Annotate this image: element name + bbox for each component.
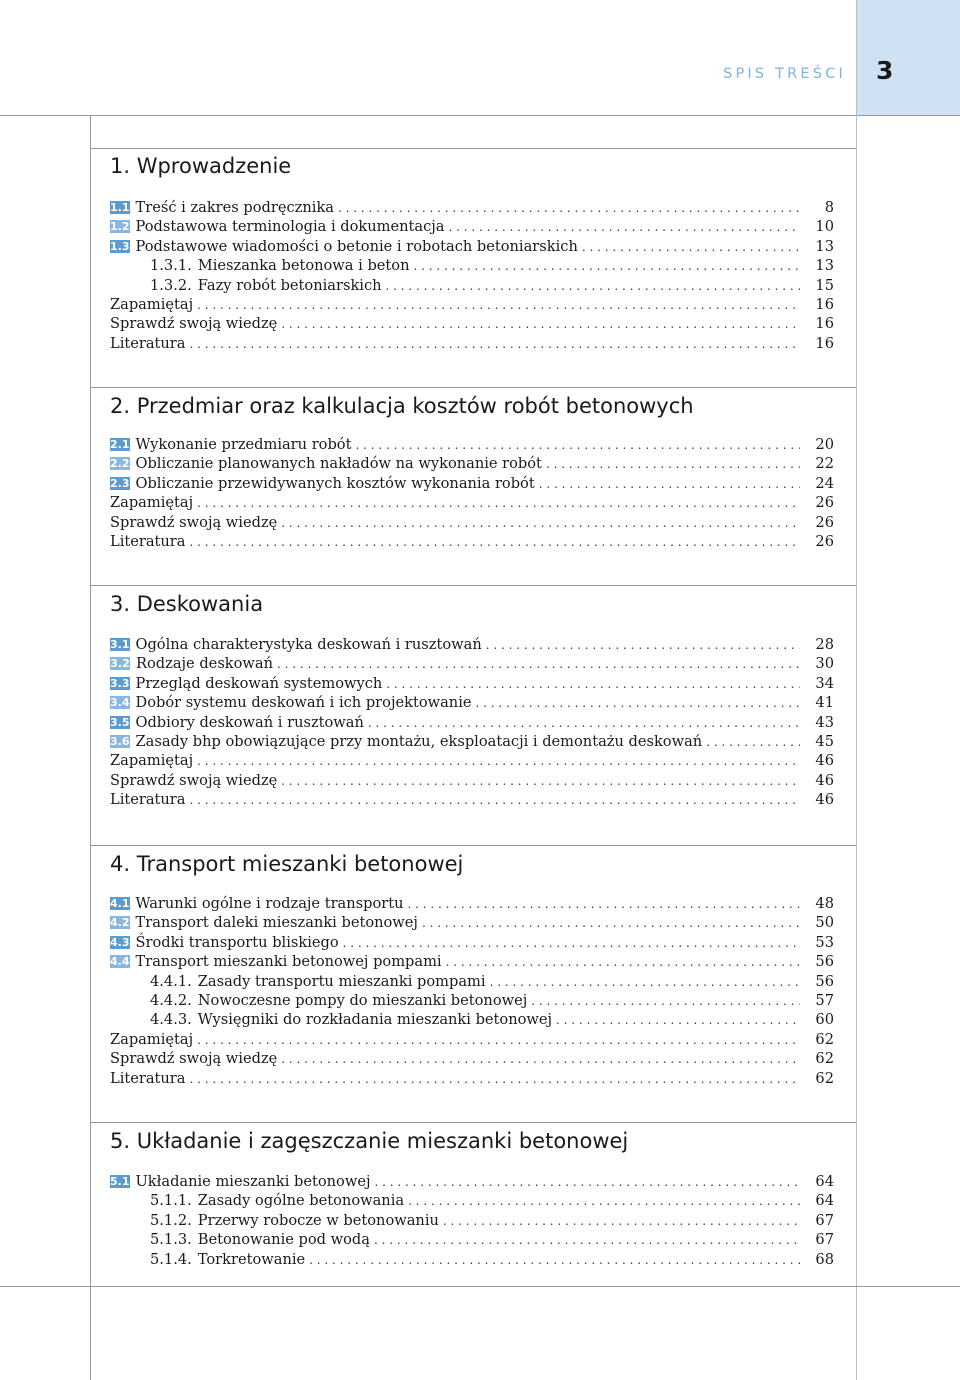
- entry-title: Zasady ogólne betonowania: [197, 1192, 405, 1209]
- dot-leader: [706, 733, 800, 752]
- entry-title: Torkretowanie: [197, 1251, 306, 1268]
- chapter-badge: 4.2: [110, 916, 130, 929]
- dot-leader: [408, 1192, 800, 1211]
- entry-title: Transport mieszanki betonowej pompami: [135, 953, 442, 970]
- entry-page-number: 13: [815, 257, 834, 274]
- section-title: 3. Deskowania: [110, 592, 264, 616]
- dot-leader: [368, 714, 800, 733]
- toc-entry[interactable]: [110, 674, 834, 693]
- entry-title: Zapamiętaj: [110, 1031, 194, 1048]
- entry-page-number: 28: [815, 636, 834, 653]
- entry-title: Zapamiętaj: [110, 494, 194, 511]
- entry-page-number: 22: [815, 455, 834, 472]
- subsection-number: 5.1.1.: [150, 1192, 192, 1209]
- entry-title: Literatura: [110, 791, 186, 808]
- entry-page-number: 20: [815, 436, 834, 453]
- entry-title: Podstawowe wiadomości o betonie i robotach betoniarskich: [135, 238, 578, 255]
- dot-leader: [189, 791, 800, 810]
- dot-leader: [374, 1231, 800, 1250]
- section-rule: [90, 148, 856, 149]
- entry-title: Sprawdź swoją wiedzę: [110, 1050, 278, 1067]
- dot-leader: [546, 455, 800, 474]
- chapter-badge: 5.1: [110, 1175, 130, 1188]
- section-title: 2. Przedmiar oraz kalkulacja kosztów robót betonowych: [110, 394, 694, 418]
- entry-title: Obliczanie planowanych nakładów na wykonanie robót: [135, 455, 542, 472]
- entry-title: Zapamiętaj: [110, 752, 194, 769]
- toc-entry[interactable]: [110, 771, 834, 790]
- toc-entry[interactable]: [150, 972, 834, 991]
- entry-title: Warunki ogólne i rodzaje transportu: [135, 895, 404, 912]
- entry-title: Betonowanie pod wodą: [197, 1231, 370, 1248]
- chapter-badge: 1.1: [110, 201, 130, 214]
- dot-leader: [582, 238, 800, 257]
- toc-entry[interactable]: [110, 198, 834, 217]
- entry-title: Nowoczesne pompy do mieszanki betonowej: [197, 992, 528, 1009]
- toc-entry[interactable]: [110, 1069, 834, 1088]
- dot-leader: [189, 335, 800, 354]
- entry-title: Fazy robót betoniarskich: [197, 277, 382, 294]
- entry-title: Mieszanka betonowa i beton: [197, 257, 410, 274]
- toc-entry[interactable]: [110, 1172, 834, 1191]
- toc-entry[interactable]: [150, 1230, 834, 1249]
- section-rule: [90, 387, 856, 388]
- dot-leader: [309, 1251, 800, 1270]
- dot-leader: [343, 934, 800, 953]
- dot-leader: [386, 675, 800, 694]
- toc-entry[interactable]: [110, 1030, 834, 1049]
- toc-entry[interactable]: [110, 933, 834, 952]
- dot-leader: [189, 1070, 800, 1089]
- section-rule: [90, 845, 856, 846]
- entry-page-number: 46: [815, 791, 834, 808]
- entry-title: Dobór systemu deskowań i ich projektowanie: [135, 694, 472, 711]
- toc-entry[interactable]: [150, 1191, 834, 1210]
- entry-title: Odbiory deskowań i rusztowań: [135, 714, 364, 731]
- dot-leader: [197, 296, 800, 315]
- chapter-badge: 3.1: [110, 638, 130, 651]
- entry-page-number: 43: [815, 714, 834, 731]
- toc-entry[interactable]: [110, 217, 834, 236]
- entry-page-number: 41: [815, 694, 834, 711]
- dot-leader: [486, 636, 800, 655]
- entry-page-number: 64: [815, 1192, 834, 1209]
- dot-leader: [338, 199, 800, 218]
- dot-leader: [408, 895, 800, 914]
- entry-title: Rodzaje deskowań: [136, 655, 274, 672]
- entry-title: Podstawowa terminologia i dokumentacja: [135, 218, 445, 235]
- entry-page-number: 48: [815, 895, 834, 912]
- chapter-badge: 2.2: [110, 457, 130, 470]
- entry-page-number: 50: [815, 914, 834, 931]
- toc-entry[interactable]: [110, 894, 834, 913]
- entry-title: Literatura: [110, 1070, 186, 1087]
- entry-page-number: 60: [815, 1011, 834, 1028]
- entry-page-number: 10: [815, 218, 834, 235]
- chapter-badge: 3.6: [110, 735, 130, 748]
- entry-page-number: 67: [815, 1231, 834, 1248]
- toc-entry[interactable]: [150, 256, 834, 275]
- dot-leader: [189, 533, 800, 552]
- section-title: 5. Układanie i zagęszczanie mieszanki betonowej: [110, 1129, 629, 1153]
- entry-title: Wysięgniki do rozkładania mieszanki betonowej: [197, 1011, 553, 1028]
- entry-page-number: 24: [815, 475, 834, 492]
- dot-leader: [281, 1050, 800, 1069]
- frame-line-top: [0, 115, 960, 116]
- entry-page-number: 64: [815, 1173, 834, 1190]
- toc-entry[interactable]: [110, 532, 834, 551]
- entry-page-number: 16: [815, 335, 834, 352]
- entry-title: Zasady transportu mieszanki pompami: [197, 973, 486, 990]
- entry-page-number: 15: [815, 277, 834, 294]
- toc-entry[interactable]: [110, 314, 834, 333]
- toc-entry[interactable]: [150, 1250, 834, 1269]
- page-number: 3: [876, 56, 894, 85]
- entry-page-number: 26: [815, 533, 834, 550]
- entry-title: Przerwy robocze w betonowaniu: [197, 1212, 439, 1229]
- dot-leader: [531, 992, 800, 1011]
- entry-title: Przegląd deskowań systemowych: [135, 675, 383, 692]
- entry-title: Wykonanie przedmiaru robót: [135, 436, 352, 453]
- subsection-number: 4.4.3.: [150, 1011, 192, 1028]
- entry-page-number: 30: [815, 655, 834, 672]
- entry-title: Obliczanie przewidywanych kosztów wykonania robót: [135, 475, 535, 492]
- toc-entry[interactable]: [110, 237, 834, 256]
- entry-title: Sprawdź swoją wiedzę: [110, 514, 278, 531]
- entry-title: Treść i zakres podręcznika: [135, 199, 334, 216]
- chapter-badge: 4.1: [110, 897, 130, 910]
- dot-leader: [281, 315, 800, 334]
- toc-entry[interactable]: [150, 1211, 834, 1230]
- dot-leader: [449, 218, 800, 237]
- section-title: 4. Transport mieszanki betonowej: [110, 852, 464, 876]
- entry-page-number: 62: [815, 1070, 834, 1087]
- section-rule: [90, 1122, 856, 1123]
- page-number-tab: [857, 0, 960, 115]
- entry-page-number: 26: [815, 514, 834, 531]
- dot-leader: [386, 277, 800, 296]
- toc-entry[interactable]: [110, 1049, 834, 1068]
- entry-page-number: 53: [815, 934, 834, 951]
- dot-leader: [197, 494, 800, 513]
- section-rule: [90, 585, 856, 586]
- chapter-badge: 2.1: [110, 438, 130, 451]
- entry-page-number: 56: [815, 973, 834, 990]
- dot-leader: [539, 475, 800, 494]
- entry-page-number: 13: [815, 238, 834, 255]
- chapter-badge: 2.3: [110, 477, 130, 490]
- dot-leader: [443, 1212, 800, 1231]
- entry-page-number: 16: [815, 315, 834, 332]
- toc-entry[interactable]: [110, 913, 834, 932]
- entry-page-number: 62: [815, 1050, 834, 1067]
- entry-title: Zapamiętaj: [110, 296, 194, 313]
- dot-leader: [490, 973, 800, 992]
- toc-entry[interactable]: [150, 991, 834, 1010]
- toc-entry[interactable]: [110, 732, 834, 751]
- entry-title: Transport daleki mieszanki betonowej: [135, 914, 418, 931]
- section-title: 1. Wprowadzenie: [110, 154, 292, 178]
- dot-leader: [413, 257, 800, 276]
- entry-page-number: 8: [824, 199, 834, 216]
- dot-leader: [281, 514, 800, 533]
- entry-page-number: 46: [815, 772, 834, 789]
- entry-title: Literatura: [110, 335, 186, 352]
- toc-entry[interactable]: [110, 751, 834, 770]
- entry-page-number: 57: [815, 992, 834, 1009]
- toc-entry[interactable]: [110, 654, 834, 673]
- toc-entry[interactable]: [110, 693, 834, 712]
- page-header: [0, 0, 960, 115]
- chapter-badge: 3.2: [110, 657, 130, 670]
- chapter-badge: 1.3: [110, 240, 130, 253]
- dot-leader: [375, 1173, 801, 1192]
- toc-entry[interactable]: [150, 276, 834, 295]
- running-header: SPIS TREŚCI: [723, 66, 846, 82]
- dot-leader: [197, 752, 800, 771]
- dot-leader: [355, 436, 800, 455]
- toc-entry[interactable]: [110, 713, 834, 732]
- chapter-badge: 3.4: [110, 696, 130, 709]
- toc-entry[interactable]: [110, 952, 834, 971]
- entry-title: Zasady bhp obowiązujące przy montażu, eksploatacji i demontażu deskowań: [135, 733, 703, 750]
- entry-title: Literatura: [110, 533, 186, 550]
- toc-entry[interactable]: [150, 1010, 834, 1029]
- toc-entry[interactable]: [110, 513, 834, 532]
- entry-page-number: 45: [815, 733, 834, 750]
- dot-leader: [197, 1031, 800, 1050]
- dot-leader: [446, 953, 800, 972]
- chapter-badge: 4.3: [110, 936, 130, 949]
- chapter-badge: 3.3: [110, 677, 130, 690]
- chapter-badge: 3.5: [110, 716, 130, 729]
- entry-page-number: 26: [815, 494, 834, 511]
- subsection-number: 5.1.4.: [150, 1251, 192, 1268]
- toc-entry[interactable]: [110, 790, 834, 809]
- toc-entry[interactable]: [110, 474, 834, 493]
- entry-page-number: 68: [815, 1251, 834, 1268]
- frame-line-bottom: [0, 1286, 960, 1287]
- entry-title: Sprawdź swoją wiedzę: [110, 772, 278, 789]
- dot-leader: [277, 655, 800, 674]
- entry-title: Ogólna charakterystyka deskowań i rusztowań: [135, 636, 482, 653]
- entry-page-number: 56: [815, 953, 834, 970]
- entry-page-number: 16: [815, 296, 834, 313]
- toc-entry[interactable]: [110, 454, 834, 473]
- dot-leader: [476, 694, 801, 713]
- entry-page-number: 46: [815, 752, 834, 769]
- entry-title: Sprawdź swoją wiedzę: [110, 315, 278, 332]
- frame-line-right: [856, 0, 857, 1380]
- dot-leader: [422, 914, 800, 933]
- toc-entry[interactable]: [110, 493, 834, 512]
- toc-entry[interactable]: [110, 295, 834, 314]
- entry-page-number: 62: [815, 1031, 834, 1048]
- entry-page-number: 34: [815, 675, 834, 692]
- subsection-number: 4.4.2.: [150, 992, 192, 1009]
- toc-entry[interactable]: [110, 334, 834, 353]
- subsection-number: 1.3.2.: [150, 277, 192, 294]
- subsection-number: 5.1.2.: [150, 1212, 192, 1229]
- entry-title: Układanie mieszanki betonowej: [135, 1173, 371, 1190]
- dot-leader: [281, 772, 800, 791]
- entry-page-number: 67: [815, 1212, 834, 1229]
- subsection-number: 1.3.1.: [150, 257, 192, 274]
- toc-entry[interactable]: [110, 435, 834, 454]
- frame-line-left: [90, 115, 91, 1380]
- chapter-badge: 4.4: [110, 955, 130, 968]
- dot-leader: [556, 1011, 800, 1030]
- entry-title: Środki transportu bliskiego: [135, 934, 339, 951]
- subsection-number: 5.1.3.: [150, 1231, 192, 1248]
- toc-entry[interactable]: [110, 635, 834, 654]
- subsection-number: 4.4.1.: [150, 973, 192, 990]
- chapter-badge: 1.2: [110, 220, 130, 233]
